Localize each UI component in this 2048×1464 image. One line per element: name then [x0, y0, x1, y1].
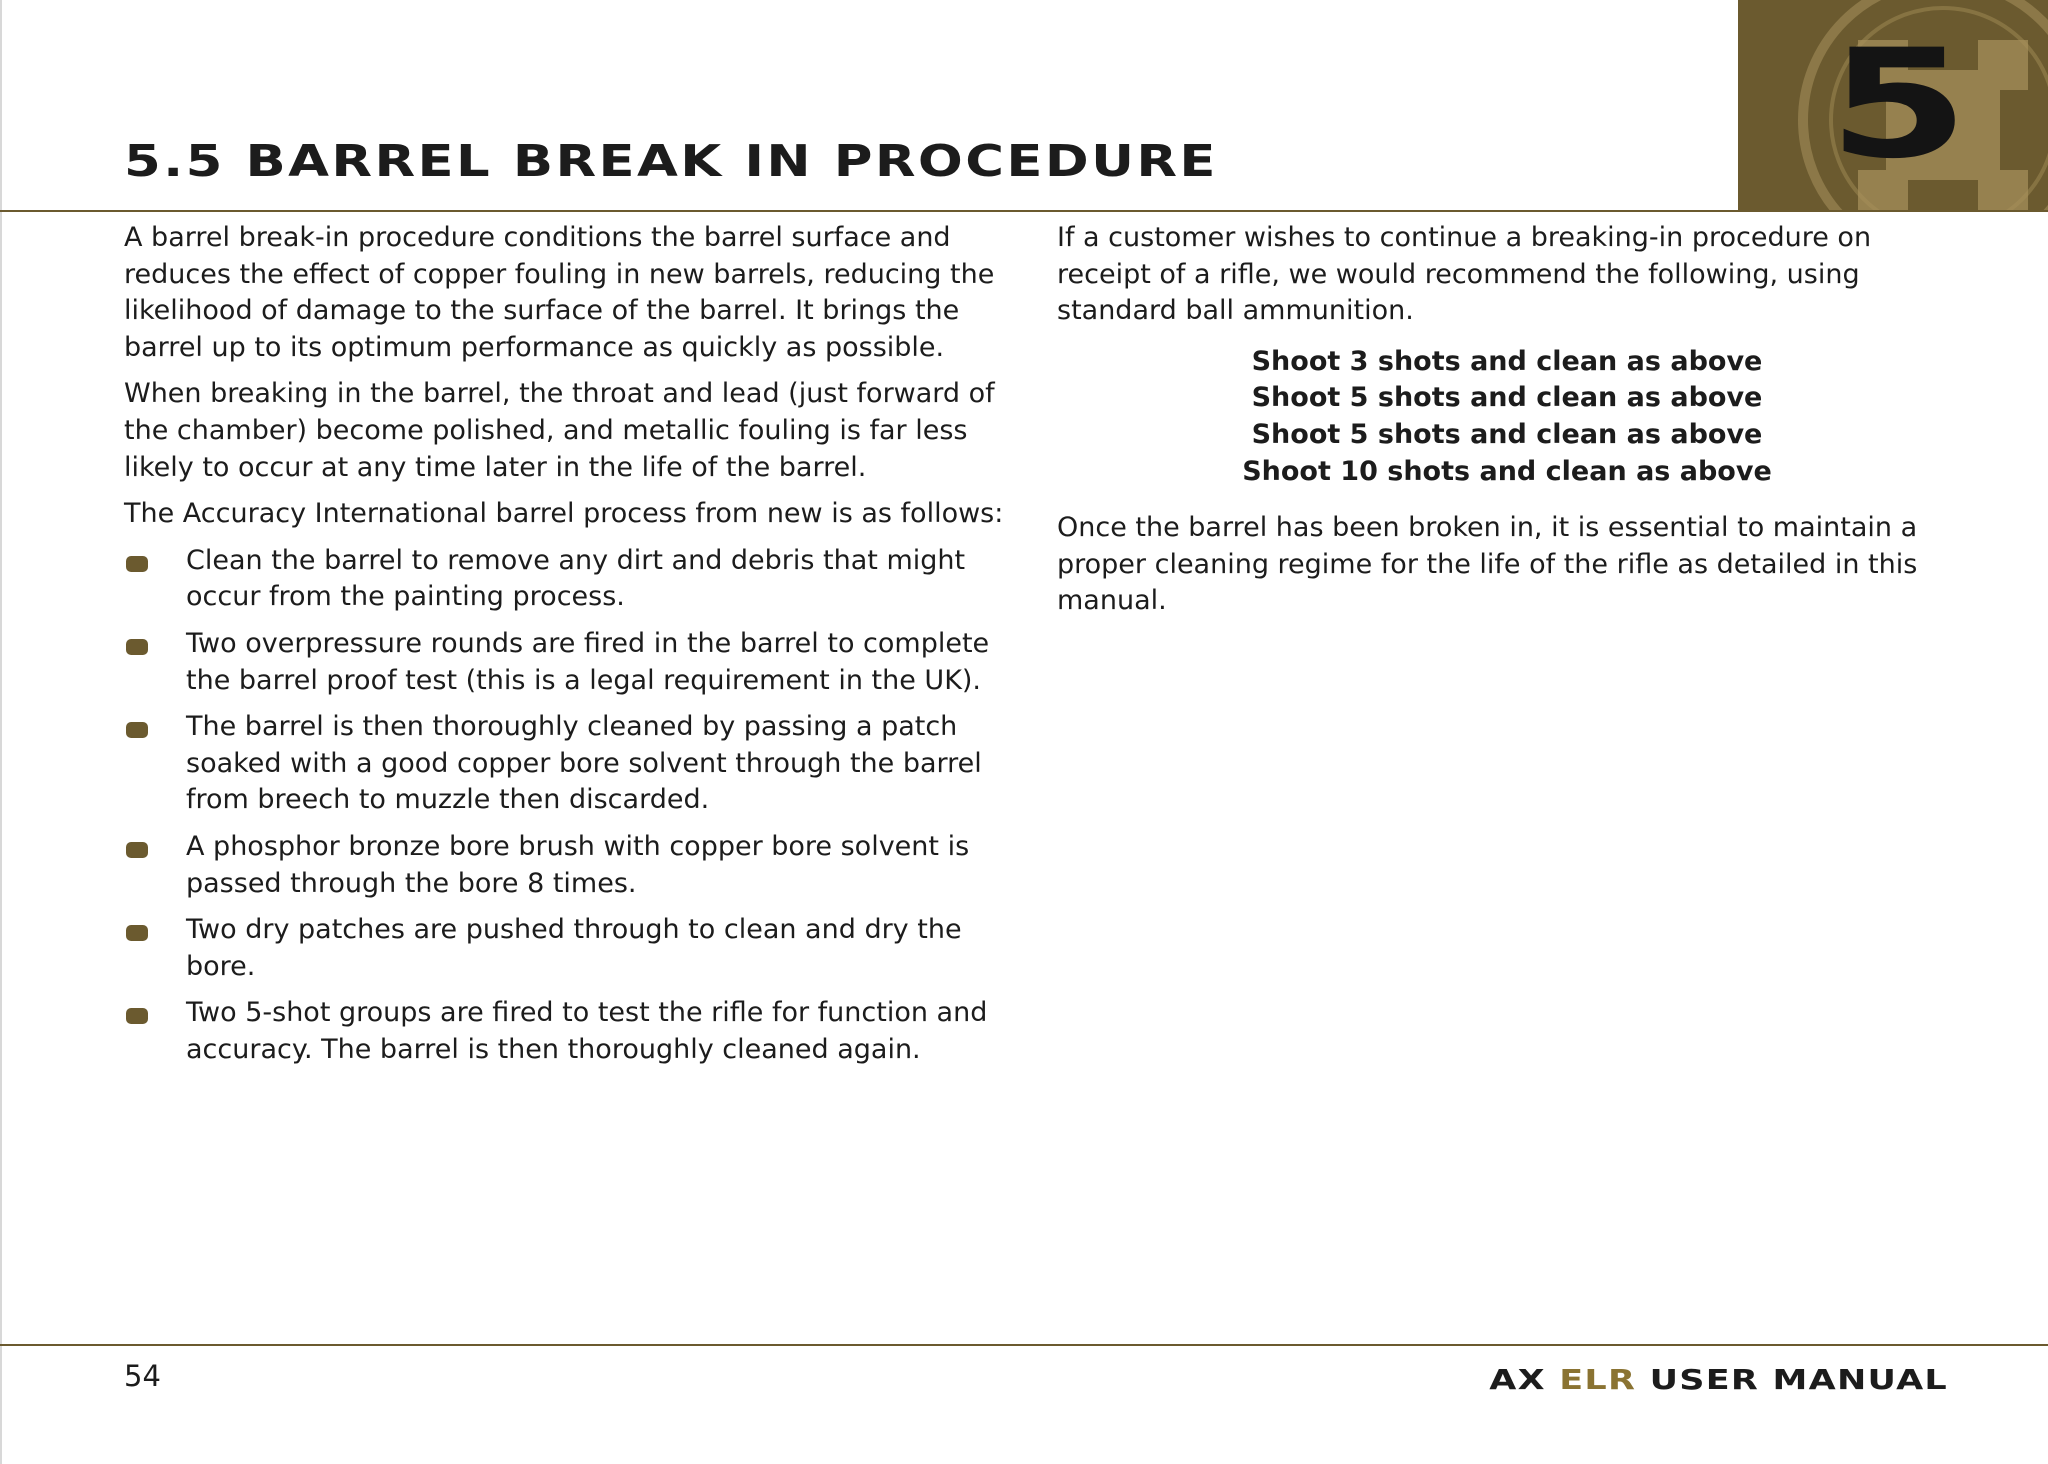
square-bullet-icon: [126, 925, 148, 941]
list-item: [124, 912, 1014, 985]
list-item: [124, 829, 1014, 902]
process-heading: The Accuracy International barrel process from new is as follows:: [124, 498, 1004, 530]
step-line: Shoot 3 shots and clean as above: [1251, 345, 1763, 377]
manual-brand: [1489, 1362, 1948, 1398]
list-item: [124, 995, 1014, 1068]
polish-paragraph: When breaking in the barrel, the throat and lead (just forward of the chamber) become polished, and metallic fouling is far less likely to occur at any time later in the life of the barrel.: [124, 378, 995, 483]
brand-prefix: AX: [1489, 1363, 1560, 1396]
list-item: [124, 626, 1014, 699]
page-number: 54: [124, 1359, 161, 1393]
left-column: [124, 220, 1014, 1078]
footer-divider: [0, 1344, 2048, 1346]
shooting-steps: [1057, 344, 1957, 490]
step-line: Shoot 5 shots and clean as above: [1251, 382, 1763, 414]
list-item: [124, 543, 1014, 616]
intro-paragraph: A barrel break-in procedure conditions the barrel surface and reduces the effect of copper fouling in new barrels, reducing the likelihood of damage to the surface of the barrel. It brings the barrel up to its optimum performance as quickly as possible.: [124, 222, 995, 363]
list-item-text: Clean the barrel to remove any dirt and debris that might occur from the painting process.: [186, 544, 966, 613]
list-item: [124, 709, 1014, 819]
brand-accent: ELR: [1559, 1363, 1637, 1396]
right-column: [1057, 220, 1957, 630]
customer-paragraph: If a customer wishes to continue a breaking-in procedure on receipt of a rifle, we would recommend the following, using standard ball ammunition.: [1057, 222, 1872, 327]
square-bullet-icon: [126, 1008, 148, 1024]
square-bullet-icon: [126, 842, 148, 858]
brand-suffix: USER MANUAL: [1636, 1363, 1948, 1396]
process-list: [124, 543, 1014, 1069]
chapter-number: 5: [1828, 18, 1964, 192]
step-line: Shoot 5 shots and clean as above: [1251, 418, 1763, 450]
square-bullet-icon: [126, 556, 148, 572]
step-line: Shoot 10 shots and clean as above: [1242, 455, 1772, 487]
closing-paragraph: Once the barrel has been broken in, it is essential to maintain a proper cleaning regime for the life of the rifle as detailed in this manual.: [1057, 512, 1918, 617]
page-edge: [0, 0, 2, 1464]
chapter-tab: [1738, 0, 2048, 212]
list-item-text: Two 5-shot groups are fired to test the rifle for function and accuracy. The barrel is then thoroughly cleaned again.: [186, 997, 988, 1065]
list-item-text: A phosphor bronze bore brush with copper bore solvent is passed through the bore 8 times.: [186, 830, 970, 899]
title-divider: [0, 210, 2048, 212]
list-item-text: The barrel is then thoroughly cleaned by passing a patch soaked with a good copper bore solvent through the barrel from breech to muzzle then discarded.: [186, 711, 982, 816]
section-title: 5.5 BARREL BREAK IN PROCEDURE: [124, 136, 1218, 187]
square-bullet-icon: [126, 722, 148, 738]
square-bullet-icon: [126, 639, 148, 655]
list-item-text: Two dry patches are pushed through to clean and dry the bore.: [186, 914, 962, 982]
list-item-text: Two overpressure rounds are fired in the barrel to complete the barrel proof test (this is a legal requirement in the UK).: [186, 627, 990, 696]
